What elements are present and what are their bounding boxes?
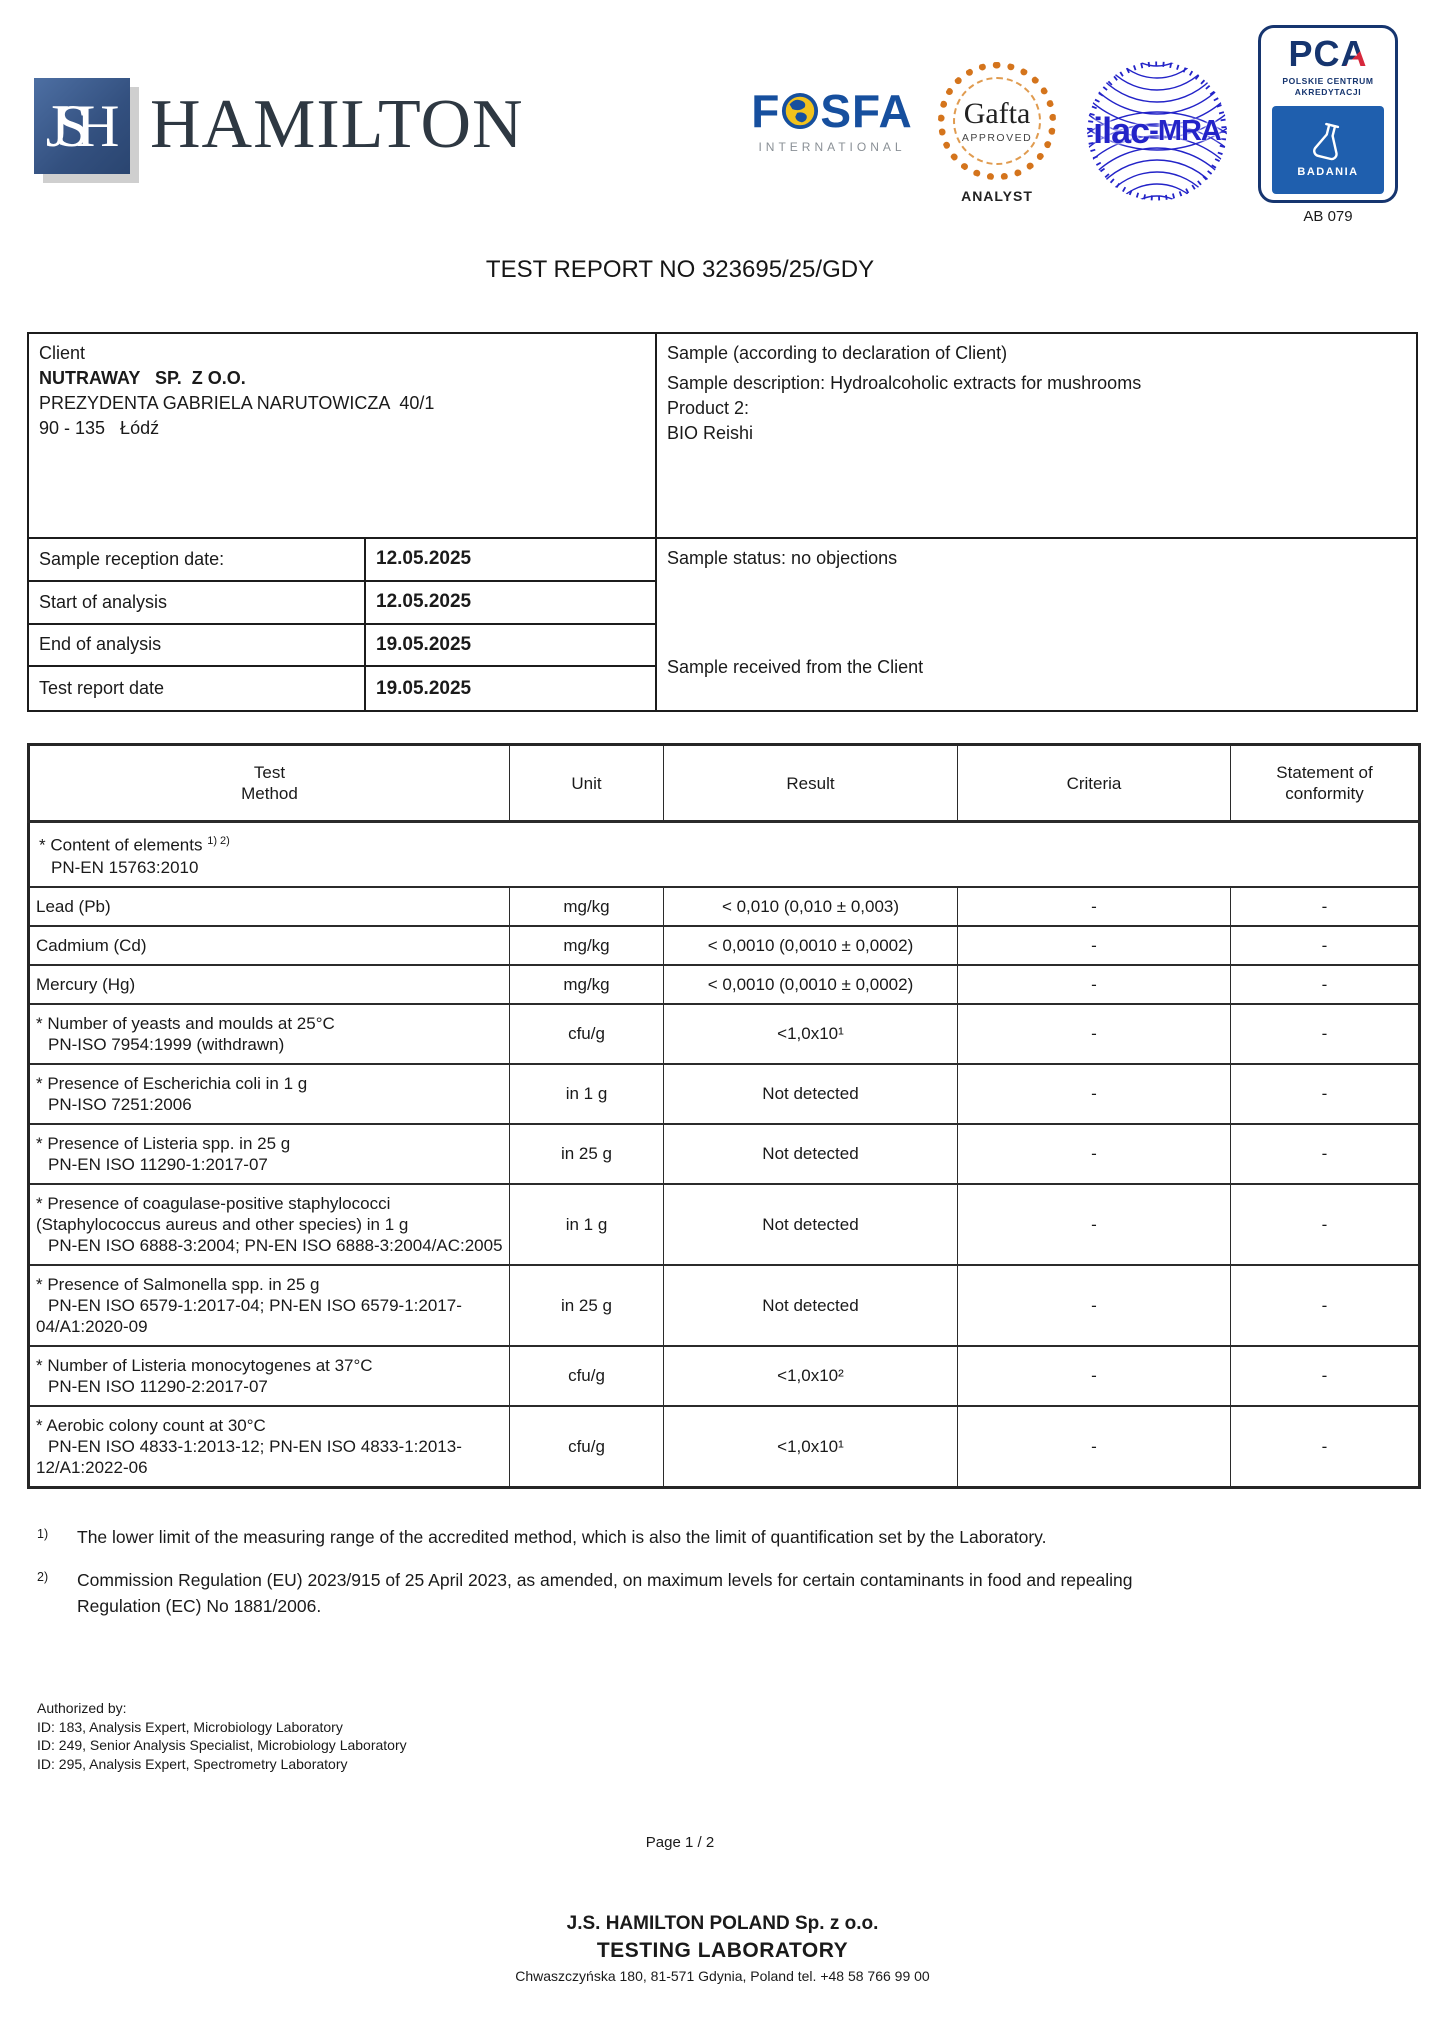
pca-badania-box <box>1272 106 1384 194</box>
authorized-line: ID: 249, Senior Analysis Specialist, Microbiology Laboratory <box>37 1737 407 1753</box>
result-row: Mercury (Hg) mg/kg < 0,0010 (0,0010 ± 0,0002) - - <box>29 965 1420 1004</box>
date-row-value: 12.05.2025 <box>366 582 655 625</box>
col-header-statement: Statement of conformity <box>1231 745 1420 822</box>
section-footnote-markers: 1) 2) <box>207 835 230 847</box>
page-indicator: Page 1 / 2 <box>645 1834 715 1851</box>
pca-logo-text: PC <box>1288 33 1341 74</box>
client-name: NUTRAWAY SP. Z O.O. <box>39 368 246 388</box>
col-header-result: Result <box>664 745 958 822</box>
result-row: * Presence of Salmonella spp. in 25 g PN-EN ISO 6579-1:2017-04; PN-EN ISO 6579-1:2017-04/A1:2020-09 in 25 g Not detected - - <box>29 1265 1420 1346</box>
pca-accreditation-badge <box>1258 25 1398 203</box>
date-row-label: Test report date <box>29 667 366 710</box>
result-row: * Presence of coagulase-positive staphylococci (Staphylococcus aureus and other species) in 1 g PN-EN ISO 6888-3:2004; PN-EN ISO 6888-3:2004/AC:2005 in 1 g Not detected - - <box>29 1184 1420 1265</box>
authorized-line: ID: 183, Analysis Expert, Microbiology Laboratory <box>37 1718 343 1735</box>
date-row-value: 19.05.2025 <box>376 677 472 699</box>
pca-logo-a: A <box>1340 33 1368 74</box>
date-row-label: Sample reception date: <box>29 539 366 582</box>
client-label: Client <box>39 343 86 363</box>
date-row-value: 19.05.2025 <box>366 625 655 668</box>
gafta-name: Gafta <box>963 96 1031 130</box>
mra-label: -MRA <box>1149 114 1221 147</box>
result-row: * Number of yeasts and moulds at 25°C PN-ISO 7954:1999 (withdrawn) cfu/g <1,0x10¹ - - <box>29 1004 1420 1064</box>
footer <box>0 1911 1445 1987</box>
authorized-line: ID: 295, Analysis Expert, Spectrometry Laboratory <box>37 1755 348 1772</box>
result-row: * Presence of Listeria spp. in 25 g PN-EN ISO 11290-1:2017-07 in 25 g Not detected - - <box>29 1124 1420 1184</box>
section-title: * Content of elements <box>39 835 203 855</box>
section-method: PN-EN 15763:2010 <box>51 857 199 877</box>
date-row-value: 12.05.2025 <box>366 539 655 582</box>
result-row: Lead (Pb) mg/kg < 0,010 (0,010 ± 0,003) - - <box>29 887 1420 926</box>
gafta-approved-label: APPROVED <box>961 131 1033 144</box>
footer-company: J.S. HAMILTON POLAND Sp. z o.o. <box>566 1913 879 1934</box>
dates-status-block <box>27 537 1418 712</box>
gafta-logo <box>938 62 1056 180</box>
ilac-mra-seal <box>1086 60 1228 202</box>
authorized-heading: Authorized by: <box>37 1700 127 1716</box>
fosfa-text-left: F <box>751 85 781 137</box>
section-row <box>29 822 1420 887</box>
sample-cell <box>657 334 1416 537</box>
col-header-unit: Unit <box>510 745 664 822</box>
footer-address: Chwaszczyńska 180, 81-571 Gdynia, Poland tel. +48 58 766 99 00 <box>515 1968 930 1984</box>
flask-icon <box>1304 117 1353 167</box>
jsh-logo <box>34 78 130 174</box>
authorized-block <box>37 1699 407 1773</box>
fosfa-text-right: SFA <box>820 85 913 137</box>
sample-product-label: Product 2: <box>667 398 750 418</box>
pca-subtitle-1: POLSKIE CENTRUM <box>1282 76 1374 86</box>
ilac-label: ilac <box>1093 110 1150 151</box>
footnotes <box>37 1524 1197 1636</box>
client-sample-block <box>27 332 1418 539</box>
result-row: * Number of Listeria monocytogenes at 37°C PN-EN ISO 11290-2:2017-07 cfu/g <1,0x10² - - <box>29 1346 1420 1406</box>
sample-status-cell <box>657 539 1416 710</box>
col-header-test-method: Test Method <box>29 745 510 822</box>
sample-received: Sample received from the Client <box>667 657 924 677</box>
sample-product-name: BIO Reishi <box>667 423 754 443</box>
client-address-line2: 90 - 135 Łódź <box>39 418 160 438</box>
footnote: 1) The lower limit of the measuring range of the accredited method, which is also the limit of quantification set by the Laboratory. <box>37 1527 1047 1547</box>
result-row: * Aerobic colony count at 30°C PN-EN ISO 4833-1:2013-12; PN-EN ISO 4833-1:2013-12/A1:2022-06 cfu/g <1,0x10¹ - - <box>29 1406 1420 1488</box>
results-table <box>27 743 1421 1489</box>
dates-table <box>29 539 657 710</box>
fosfa-logo <box>742 85 922 154</box>
date-row-label: End of analysis <box>29 625 366 668</box>
sample-description: Sample description: Hydroalcoholic extracts for mushrooms <box>667 373 1142 393</box>
hamilton-brand: HAMILTON <box>150 86 524 163</box>
badania-label: BADANIA <box>1297 166 1359 179</box>
footer-lab: TESTING LABORATORY <box>596 1939 849 1962</box>
report-title: TEST REPORT NO 323695/25/GDY <box>485 256 875 283</box>
footnote: 2) Commission Regulation (EU) 2023/915 of 25 April 2023, as amended, on maximum levels for certain contaminants in food and repealing Regulation (EC) No 1881/2006. <box>37 1570 1133 1616</box>
client-address-line1: PREZYDENTA GABRIELA NARUTOWICZA 40/1 <box>39 393 435 413</box>
accreditation-number: AB 079 <box>1303 208 1353 225</box>
sample-heading: Sample (according to declaration of Client) <box>667 343 1008 363</box>
date-row-label: Start of analysis <box>29 582 366 625</box>
col-header-criteria: Criteria <box>958 745 1231 822</box>
jsh-monogram: JSH <box>45 93 107 159</box>
results-header-row <box>29 745 1420 822</box>
globe-icon <box>781 92 819 130</box>
fosfa-international-label: INTERNATIONAL <box>758 140 906 154</box>
results-body <box>29 822 1420 1488</box>
pca-subtitle-2: AKREDYTACJI <box>1294 87 1362 98</box>
result-row: Cadmium (Cd) mg/kg < 0,0010 (0,0010 ± 0,0002) - - <box>29 926 1420 965</box>
client-cell <box>29 334 657 537</box>
gafta-analyst-label: ANALYST <box>961 188 1033 204</box>
result-row: * Presence of Escherichia coli in 1 g PN-ISO 7251:2006 in 1 g Not detected - - <box>29 1064 1420 1124</box>
sample-status: Sample status: no objections <box>667 548 898 568</box>
